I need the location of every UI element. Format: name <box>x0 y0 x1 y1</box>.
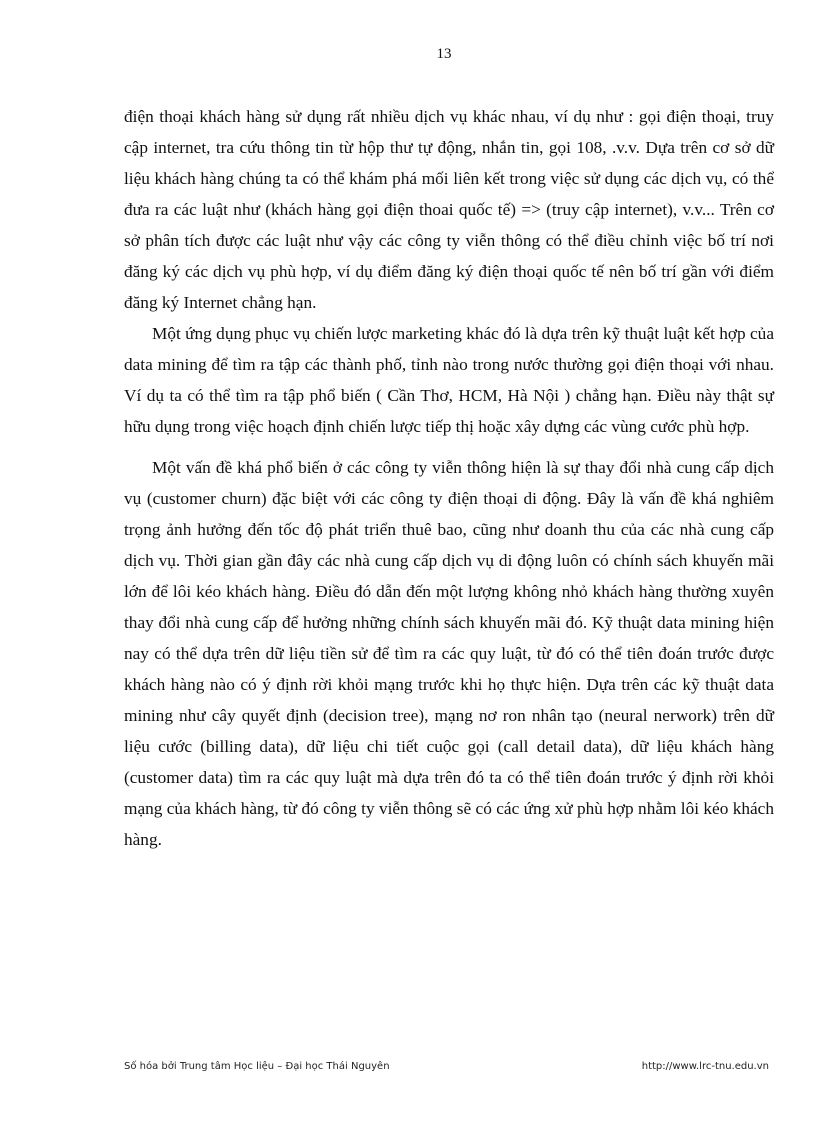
footer-website-url: http://www.lrc-tnu.edu.vn <box>641 1061 769 1072</box>
document-body <box>124 101 774 855</box>
paragraph-3: Một vấn đề khá phổ biến ở các công ty viễn thông hiện là sự thay đổi nhà cung cấp dịch vụ (customer churn) đặc biệt với các công ty điện thoại di động. Đây là vấn đề khá nghiêm trọng ảnh hưởng đến tốc độ phát triển thuê bao, cũng như doanh thu của các nhà cung cấp dịch vụ. Thời gian gần đây các nhà cung cấp dịch vụ di động luôn có chính sách khuyến mãi lớn để lôi kéo khách hàng. Điều đó dẫn đến một lượng không nhỏ khách hàng thường xuyên thay đổi nhà cung cấp để hưởng những chính sách khuyến mãi đó. Kỹ thuật data mining hiện nay có thể dựa trên dữ liệu tiền sử để tìm ra các quy luật, từ đó có thể tiên đoán trước được khách hàng nào có ý định rời khỏi mạng trước khi họ thực hiện. Dựa trên các kỹ thuật data mining như cây quyết định (decision tree), mạng nơ ron nhân tạo (neural nerwork) trên dữ liệu cước (billing data), dữ liệu chi tiết cuộc gọi (call detail data), dữ liệu khách hàng (customer data) tìm ra các quy luật mà dựa trên đó ta có thể tiên đoán trước ý định rời khỏi mạng của khách hàng, từ đó công ty viễn thông sẽ có các ứng xử phù hợp nhằm lôi kéo khách hàng. <box>124 458 774 849</box>
paragraph-1: điện thoại khách hàng sử dụng rất nhiều dịch vụ khác nhau, ví dụ như : gọi điện thoại, truy cập internet, tra cứu thông tin từ hộp thư tự động, nhắn tin, gọi 108, .v.v. Dựa trên cơ sở dữ liệu khách hàng chúng ta có thể khám phá mối liên kết trong việc sử dụng các dịch vụ, có thể đưa ra các luật như (khách hàng gọi điện thoai quốc tế) => (truy cập internet), v.v... Trên cơ sở phân tích được các luật như vậy các công ty viễn thông có thể điều chỉnh việc bố trí nơi đăng ký các dịch vụ phù hợp, ví dụ điểm đăng ký điện thoại quốc tế nên bố trí gần với điểm đăng ký Internet chẳng hạn. <box>124 107 774 312</box>
footer-digitizer-credit: Số hóa bởi Trung tâm Học liệu – Đại học Thái Nguyên <box>124 1061 390 1072</box>
paragraph-2: Một ứng dụng phục vụ chiến lược marketing khác đó là dựa trên kỹ thuật luật kết hợp của data mining để tìm ra tập các thành phố, tỉnh nào trong nước thường gọi điện thoại với nhau. Ví dụ ta có thể tìm ra tập phổ biến ( Cần Thơ, HCM, Hà Nội ) chẳng hạn. Điều này thật sự hữu dụng trong việc hoạch định chiến lược tiếp thị hoặc xây dựng các vùng cước phù hợp. <box>124 324 774 436</box>
page-number: 13 <box>436 46 452 62</box>
page-footer <box>124 1061 769 1072</box>
